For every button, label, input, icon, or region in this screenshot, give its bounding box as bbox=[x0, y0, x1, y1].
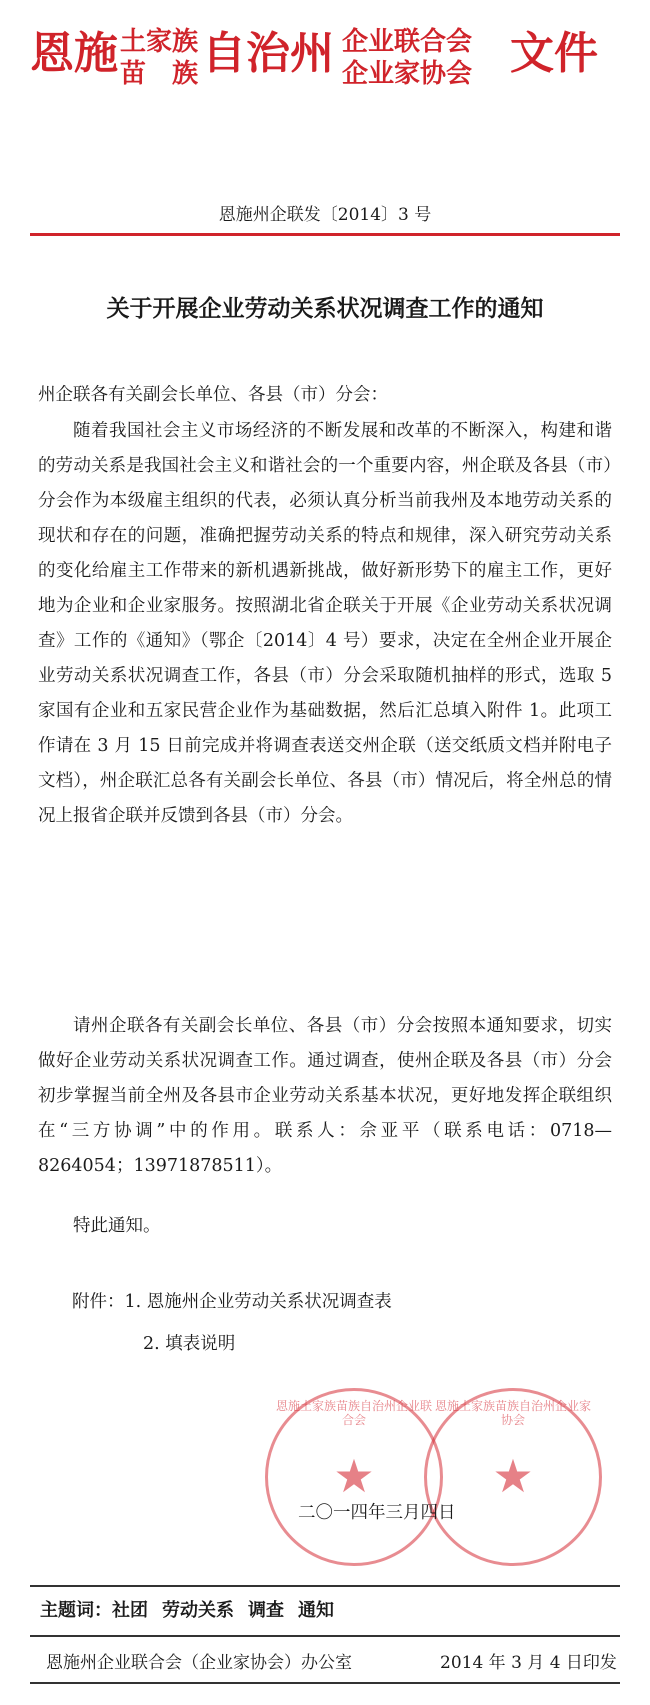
subject-term: 劳动关系 bbox=[162, 1600, 234, 1621]
seal-left-text: 恩施土家族苗族自治州企业联合会 bbox=[276, 1399, 433, 1427]
divider-middle bbox=[30, 1635, 620, 1637]
divider-bottom bbox=[30, 1682, 620, 1684]
header-org-federation: 企业联合会 bbox=[342, 27, 473, 57]
attachment-1 bbox=[72, 1288, 392, 1313]
header-miao: 苗 族 bbox=[120, 59, 199, 89]
salutation: 州企联各有关副会长单位、各县（市）分会： bbox=[38, 385, 388, 405]
subject-term: 通知 bbox=[298, 1600, 334, 1621]
official-seal-left bbox=[265, 1388, 443, 1566]
seal-right-text: 恩施土家族苗族自治州企业家协会 bbox=[435, 1399, 592, 1427]
header-tujia: 土家族 bbox=[120, 27, 199, 57]
subject-terms bbox=[40, 1596, 348, 1622]
document-number: 恩施州企联发〔2014〕3 号 bbox=[218, 205, 432, 225]
closing-line: 特此通知。 bbox=[73, 1216, 161, 1236]
attachment-item-1: 1. 恩施州企业劳动关系状况调查表 bbox=[124, 1292, 392, 1312]
attachment-label: 附件： bbox=[72, 1292, 125, 1312]
body-paragraph-2: 请州企联各有关副会长单位、各县（市）分会按照本通知要求，切实做好企业劳动关系状况调查工作。通过调查，使州企联及各县（市）分会初步掌握当前全州及各县市企业劳动关系基本状况，更好地发挥企联组织在“三方协调”中的作用。联系人：佘亚平（联系电话：0718—8264054；13971878511）。 bbox=[38, 1016, 612, 1176]
divider-top bbox=[30, 1585, 620, 1587]
header-autonomous: 自治州 bbox=[202, 28, 334, 79]
header-org-association: 企业家协会 bbox=[342, 59, 473, 89]
attachment-item-2: 2. 填表说明 bbox=[143, 1334, 236, 1354]
official-seal-right bbox=[424, 1388, 602, 1566]
body-paragraph-1: 随着我国社会主义市场经济的不断发展和改革的不断深入，构建和谐的劳动关系是我国社会主义和谐社会的一个重要内容，州企联及各县（市）分会作为本级雇主组织的代表，必须认真分析当前我州及本地劳动关系的现状和存在的问题，准确把握劳动关系的特点和规律，深入研究劳动关系的变化给雇主工作带来的新机遇新挑战，做好新形势下的雇主工作，更好地为企业和企业家服务。按照湖北省企联关于开展《企业劳动关系状况调查》工作的《通知》（鄂企〔2014〕4 号）要求，决定在全州企业开展企业劳动关系状况调查工作，各县（市）分会采取随机抽样的形式，选取 5 家国有企业和五家民营企业作为基础数据，然后汇总填入附件 1。此项工作请在 3 月 15 日前完成并将调查表送交州企联（送交纸质文档并附电子文档），州企联汇总各有关副会长单位、各县（市）情况后，将全州总的情况上报省企联并反馈到各县（市）分会。 bbox=[38, 421, 612, 826]
star-icon: ★ bbox=[333, 1449, 375, 1503]
subject-term: 调查 bbox=[248, 1600, 284, 1621]
red-divider bbox=[30, 233, 620, 236]
document-title: 关于开展企业劳动关系状况调查工作的通知 bbox=[106, 295, 544, 322]
print-date: 2014 年 3 月 4 日印发 bbox=[440, 1653, 617, 1673]
star-icon: ★ bbox=[492, 1449, 534, 1503]
signature-date: 二〇一四年三月四日 bbox=[298, 1503, 456, 1523]
issuing-office: 恩施州企业联合会（企业家协会）办公室 bbox=[46, 1653, 352, 1673]
document-header bbox=[30, 14, 620, 96]
subject-label: 主题词： bbox=[40, 1600, 112, 1621]
subject-term: 社团 bbox=[112, 1600, 148, 1621]
header-enshi: 恩施 bbox=[30, 28, 118, 79]
header-document-type: 文件 bbox=[510, 28, 598, 79]
